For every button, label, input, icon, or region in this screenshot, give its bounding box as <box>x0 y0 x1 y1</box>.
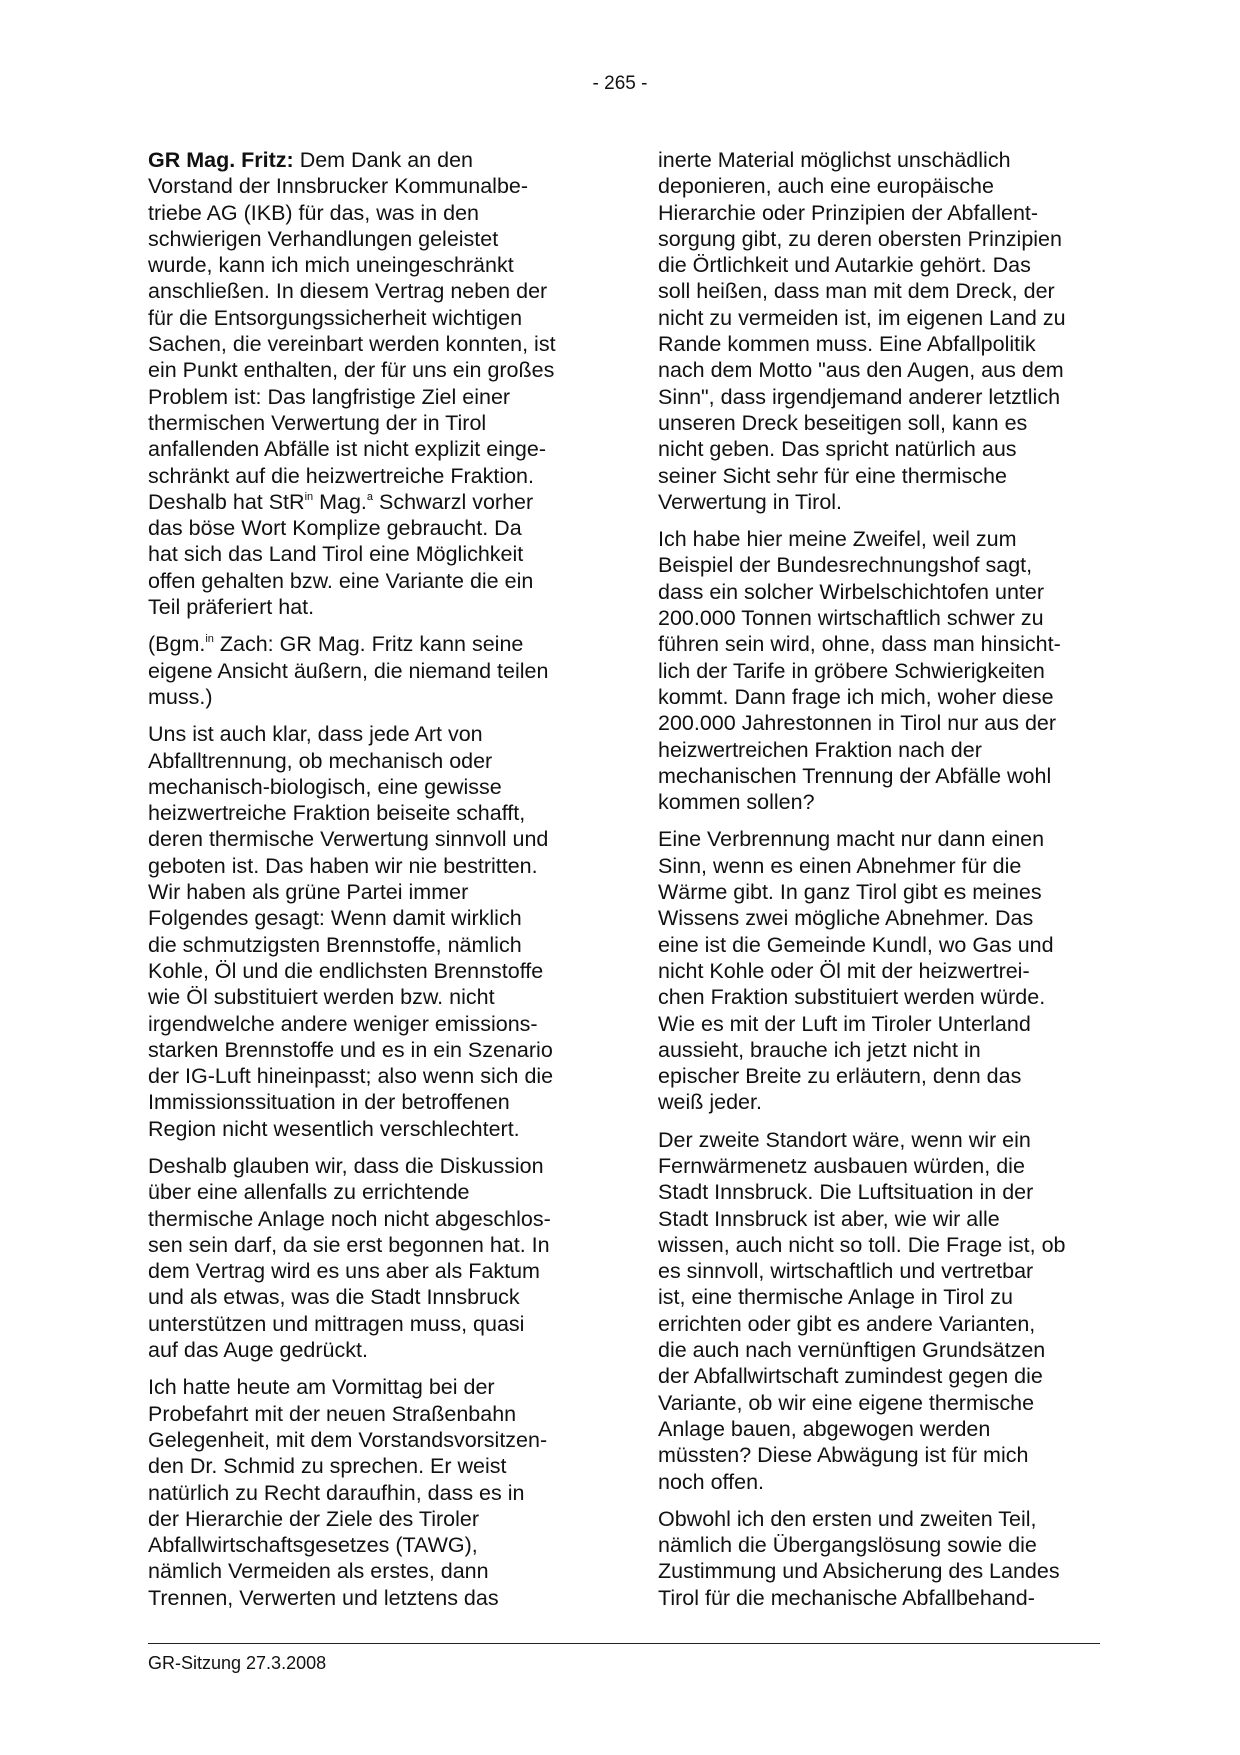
text-line: Stadt Innsbruck. Die Luftsituation in der <box>658 1180 1034 1205</box>
text-line: deren thermische Verwertung sinnvoll und <box>148 827 549 852</box>
text-line: eigene Ansicht äußern, die niemand teilen <box>148 658 549 683</box>
text-line: chen Fraktion substituiert werden würde. <box>658 985 1046 1010</box>
right-column <box>658 147 1098 1622</box>
footer-divider <box>148 1643 1100 1644</box>
text-line: Teil präferiert hat. <box>148 595 315 620</box>
text-line: 200.000 Jahrestonnen in Tirol nur aus der <box>658 711 1057 736</box>
text-line: Eine Verbrennung macht nur dann einen <box>658 827 1045 852</box>
text-line: die Örtlichkeit und Autarkie gehört. Das <box>658 253 1031 278</box>
text-line: unseren Dreck beseitigen soll, kann es <box>658 410 1028 435</box>
text-line: Anlage bauen, abgewogen werden <box>658 1416 991 1441</box>
text-line: Variante, ob wir eine eigene thermische <box>658 1390 1035 1415</box>
paragraph <box>658 147 1098 515</box>
text-line <box>148 631 588 657</box>
text-line: Hierarchie oder Prinzipien der Abfallent- <box>658 200 1039 225</box>
text-line: Sinn, wenn es einen Abnehmer für die <box>658 853 1022 878</box>
text-line: Sachen, die vereinbart werden konnten, ist <box>148 332 556 357</box>
text-line: Verwertung in Tirol. <box>658 489 843 514</box>
text-line: schränkt auf die heizwertreiche Fraktion. <box>148 463 534 488</box>
text-line: muss.) <box>148 684 213 709</box>
text-line: sorgung gibt, zu deren obersten Prinzipien <box>658 226 1062 251</box>
text-line: Region nicht wesentlich verschlechtert. <box>148 1116 520 1141</box>
text-line: Wissens zwei mögliche Abnehmer. Das <box>658 906 1034 931</box>
text-line: Problem ist: Das langfristige Ziel einer <box>148 384 511 409</box>
text-line: hat sich das Land Tirol eine Möglichkeit <box>148 542 524 567</box>
text-line: Stadt Innsbruck ist aber, wie wir alle <box>658 1206 1000 1231</box>
paragraph <box>658 1506 1098 1611</box>
text-line <box>148 147 588 173</box>
text-line: Sinn", dass irgendjemand anderer letztlich <box>658 384 1061 409</box>
text-span: (Bgm. <box>148 632 206 657</box>
superscript: in <box>304 490 314 503</box>
text-line: anschließen. In diesem Vertrag neben der <box>148 279 548 304</box>
left-column <box>148 147 588 1622</box>
text-line: deponieren, auch eine europäische <box>658 174 994 199</box>
text-line: Beispiel der Bundesrechnungshof sagt, <box>658 553 1033 578</box>
text-line: 200.000 Tonnen wirtschaftlich schwer zu <box>658 606 1044 631</box>
superscript: in <box>205 633 214 646</box>
text-line: es sinnvoll, wirtschaftlich und vertretbar <box>658 1259 1034 1284</box>
text-line: heizwertreiche Fraktion beiseite schafft, <box>148 801 526 826</box>
text-line: unterstützen und mittragen muss, quasi <box>148 1311 525 1336</box>
paragraph <box>658 826 1098 1115</box>
text-line: kommen sollen? <box>658 790 815 815</box>
paragraph <box>148 147 588 620</box>
text-span: Dem Dank an den <box>293 148 473 172</box>
text-line: natürlich zu Recht daraufhin, dass es in <box>148 1480 525 1505</box>
text-line: über eine allenfalls zu errichtende <box>148 1180 470 1205</box>
text-line: den Dr. Schmid zu sprechen. Er weist <box>148 1454 507 1479</box>
text-line: weiß jeder. <box>658 1090 762 1115</box>
text-line: Wie es mit der Luft im Tiroler Unterland <box>658 1011 1031 1036</box>
text-line: ein Punkt enthalten, der für uns ein großes <box>148 358 555 383</box>
text-line: nicht zu vermeiden ist, im eigenen Land zu <box>658 305 1066 330</box>
text-line: mechanischen Trennung der Abfälle wohl <box>658 763 1052 788</box>
text-line: Vorstand der Innsbrucker Kommunalbe- <box>148 174 529 199</box>
text-line: ist, eine thermische Anlage in Tirol zu <box>658 1285 1013 1310</box>
text-line: Deshalb glauben wir, dass die Diskussion <box>148 1153 544 1178</box>
paragraph <box>148 631 588 710</box>
text-line: für die Entsorgungssicherheit wichtigen <box>148 305 523 330</box>
text-line: auf das Auge gedrückt. <box>148 1338 368 1363</box>
text-line: müssten? Diese Abwägung ist für mich <box>658 1443 1029 1468</box>
text-line: führen sein wird, ohne, dass man hinsicht- <box>658 632 1061 657</box>
paragraph <box>658 1127 1098 1495</box>
page-number: - 265 - <box>592 73 648 94</box>
text-line <box>148 489 588 515</box>
text-line: wie Öl substituiert werden bzw. nicht <box>148 985 495 1010</box>
text-span: Deshalb hat StR <box>148 489 305 514</box>
text-line: irgendwelche andere weniger emissions- <box>148 1011 538 1036</box>
text-line: wurde, kann ich mich uneingeschränkt <box>148 253 514 278</box>
text-line: Folgendes gesagt: Wenn damit wirklich <box>148 906 522 931</box>
text-line: Tirol für die mechanische Abfallbehand- <box>658 1585 1035 1610</box>
text-line: heizwertreichen Fraktion nach der <box>658 737 982 762</box>
text-line: Fernwärmenetz ausbauen würden, die <box>658 1153 1025 1178</box>
text-line: Ich habe hier meine Zweifel, weil zum <box>658 527 1017 552</box>
text-line: aussieht, brauche ich jetzt nicht in <box>658 1037 981 1062</box>
footer-session-date: GR-Sitzung 27.3.2008 <box>148 1653 327 1673</box>
text-line: Wir haben als grüne Partei immer <box>148 880 469 905</box>
text-line: sen sein darf, da sie erst begonnen hat. In <box>148 1232 550 1257</box>
text-line: nicht Kohle oder Öl mit der heizwertrei- <box>658 958 1030 983</box>
text-line: nach dem Motto "aus den Augen, aus dem <box>658 358 1064 383</box>
text-line: offen gehalten bzw. eine Variante die ein <box>148 568 534 593</box>
text-line: errichten oder gibt es andere Varianten, <box>658 1311 1036 1336</box>
text-line: epischer Breite zu erläutern, denn das <box>658 1064 1022 1089</box>
text-span: Zach: GR Mag. Fritz kann seine <box>213 632 524 657</box>
text-line: nämlich Vermeiden als erstes, dann <box>148 1559 489 1584</box>
text-line: nämlich die Übergangslösung sowie die <box>658 1533 1037 1558</box>
text-line: soll heißen, dass man mit dem Dreck, der <box>658 279 1055 304</box>
paragraph <box>658 526 1098 815</box>
paragraph <box>148 1153 588 1363</box>
text-line: Abfallwirtschaftsgesetzes (TAWG), <box>148 1533 478 1558</box>
text-line: die auch nach vernünftigen Grundsätzen <box>658 1338 1046 1363</box>
text-line: das böse Wort Komplize gebraucht. Da <box>148 516 522 541</box>
speaker-name: GR Mag. Fritz: <box>148 148 294 172</box>
text-line: Probefahrt mit der neuen Straßenbahn <box>148 1401 517 1426</box>
text-line: Immissionssituation in der betroffenen <box>148 1090 510 1115</box>
text-line: Abfalltrennung, ob mechanisch oder <box>148 748 493 773</box>
text-line: Rande kommen muss. Eine Abfallpolitik <box>658 332 1036 357</box>
text-line: Der zweite Standort wäre, wenn wir ein <box>658 1127 1031 1152</box>
text-line: Trennen, Verwerten und letztens das <box>148 1585 499 1610</box>
text-line: Uns ist auch klar, dass jede Art von <box>148 722 483 747</box>
text-line: schwierigen Verhandlungen geleistet <box>148 226 499 251</box>
text-line: Kohle, Öl und die endlichsten Brennstoffe <box>148 958 544 983</box>
text-line: dass ein solcher Wirbelschichtofen unter <box>658 579 1044 604</box>
text-span: Schwarzl vorher <box>373 489 534 514</box>
text-span: Mag. <box>313 489 367 514</box>
text-line: inerte Material möglichst unschädlich <box>658 148 1011 172</box>
text-line: Ich hatte heute am Vormittag bei der <box>148 1375 495 1400</box>
text-line: Zustimmung und Absicherung des Landes <box>658 1559 1060 1584</box>
text-line: triebe AG (IKB) für das, was in den <box>148 200 480 225</box>
text-line: wissen, auch nicht so toll. Die Frage ist, ob <box>658 1232 1066 1257</box>
text-line: Gelegenheit, mit dem Vorstandsvorsitzen- <box>148 1427 548 1452</box>
text-line: thermischen Verwertung der in Tirol <box>148 410 487 435</box>
text-line: und als etwas, was die Stadt Innsbruck <box>148 1285 520 1310</box>
text-line: der Abfallwirtschaft zumindest gegen die <box>658 1364 1043 1389</box>
text-line: nicht geben. Das spricht natürlich aus <box>658 437 1017 462</box>
text-line: seiner Sicht sehr für eine thermische <box>658 463 1007 488</box>
text-line: der IG-Luft hineinpasst; also wenn sich die <box>148 1064 554 1089</box>
text-line: dem Vertrag wird es uns aber als Faktum <box>148 1259 540 1284</box>
text-line: Wärme gibt. In ganz Tirol gibt es meines <box>658 880 1042 905</box>
text-line: anfallenden Abfälle ist nicht explizit einge- <box>148 437 547 462</box>
text-line: mechanisch-biologisch, eine gewisse <box>148 774 502 799</box>
text-line: die schmutzigsten Brennstoffe, nämlich <box>148 932 522 957</box>
text-line: eine ist die Gemeinde Kundl, wo Gas und <box>658 932 1054 957</box>
text-line: der Hierarchie der Ziele des Tiroler <box>148 1506 479 1531</box>
text-line: starken Brennstoffe und es in ein Szenario <box>148 1037 553 1062</box>
text-line: thermische Anlage noch nicht abgeschlos- <box>148 1206 551 1231</box>
paragraph <box>148 721 588 1142</box>
text-line: Obwohl ich den ersten und zweiten Teil, <box>658 1506 1037 1531</box>
text-line: kommt. Dann frage ich mich, woher diese <box>658 684 1054 709</box>
text-line: geboten ist. Das haben wir nie bestritten. <box>148 853 538 878</box>
text-line: noch offen. <box>658 1469 764 1494</box>
paragraph <box>148 1374 588 1611</box>
text-line: lich der Tarife in gröbere Schwierigkeiten <box>658 658 1045 683</box>
superscript: a <box>366 490 374 503</box>
